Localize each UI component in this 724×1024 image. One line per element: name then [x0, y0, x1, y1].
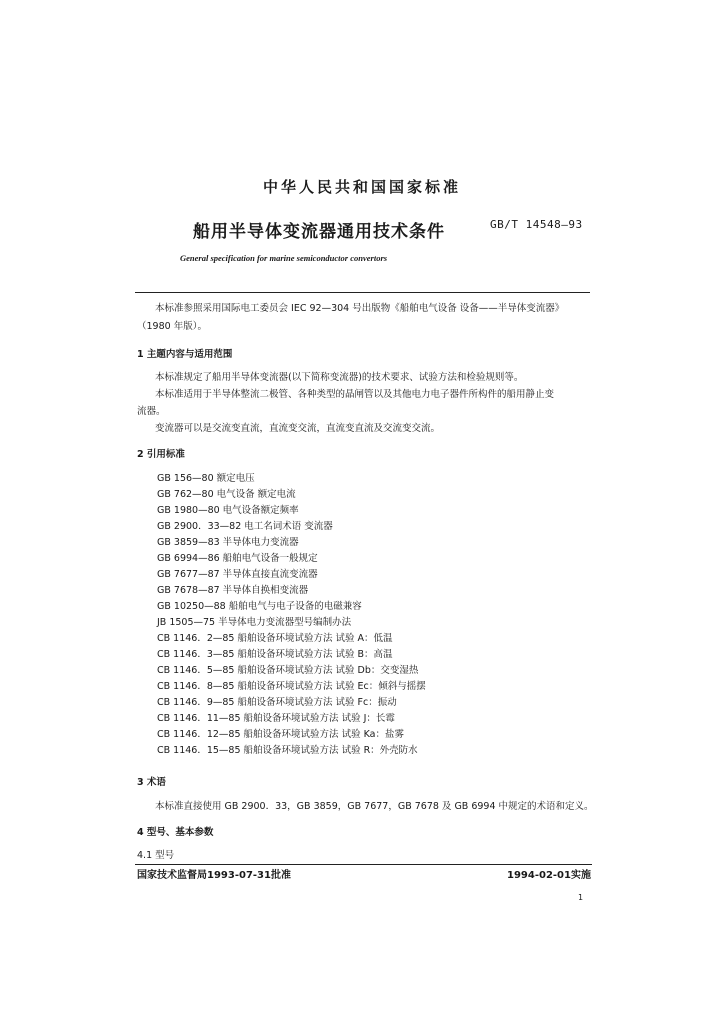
section-1-para-2-line-1: 本标准适用于半导体整流二极管、各种类型的晶闸管以及其他电力电子器件所构件的船用静止变 — [155, 389, 555, 400]
reference-item: GB 10250—88 船舶电气与电子设备的电磁兼容 — [157, 601, 362, 612]
section-1-para-2-line-2: 流器。 — [137, 406, 166, 417]
section-2-heading: 2 引用标准 — [137, 449, 185, 460]
reference-item: CB 1146．8—85 船舶设备环境试验方法 试验 Ec：倾斜与摇摆 — [157, 681, 426, 692]
reference-item: CB 1146．15—85 船舶设备环境试验方法 试验 R：外壳防水 — [157, 745, 418, 756]
reference-item: GB 762—80 电气设备 额定电流 — [157, 489, 296, 500]
reference-item: CB 1146．3—85 船舶设备环境试验方法 试验 B：高温 — [157, 649, 393, 660]
reference-item: CB 1146．11—85 船舶设备环境试验方法 试验 J：长霉 — [157, 713, 395, 724]
top-rule — [135, 292, 590, 293]
english-title: General specification for marine semiconductor convertors — [180, 253, 388, 263]
document-title: 船用半导体变流器通用技术条件 — [193, 222, 445, 242]
reference-item: GB 7677—87 半导体直接直流变流器 — [157, 569, 318, 580]
reference-item: CB 1146．2—85 船舶设备环境试验方法 试验 A：低温 — [157, 633, 393, 644]
section-1-heading: 1 主题内容与适用范围 — [137, 349, 233, 360]
reference-item: GB 2900．33—82 电工名词术语 变流器 — [157, 521, 333, 532]
section-1-para-1: 本标准规定了船用半导体变流器(以下简称变流器)的技术要求、试验方法和检验规则等。 — [155, 372, 524, 383]
section-4-heading: 4 型号、基本参数 — [137, 827, 214, 838]
approval-date: 国家技术监督局1993-07-31批准 — [137, 870, 291, 881]
intro-line-2: （1980 年版）。 — [137, 321, 207, 332]
effective-date: 1994-02-01实施 — [507, 870, 591, 881]
reference-item: CB 1146．12—85 船舶设备环境试验方法 试验 Ka：盐雾 — [157, 729, 404, 740]
section-4-1-heading: 4.1 型号 — [137, 850, 175, 861]
reference-item: CB 1146．5—85 船舶设备环境试验方法 试验 Db：交变湿热 — [157, 665, 419, 676]
reference-item: JB 1505—75 半导体电力变流器型号编制办法 — [157, 617, 352, 628]
reference-item: GB 7678—87 半导体自换相变流器 — [157, 585, 309, 596]
reference-item: CB 1146．9—85 船舶设备环境试验方法 试验 Fc：振动 — [157, 697, 397, 708]
reference-item: GB 156—80 额定电压 — [157, 473, 255, 484]
reference-item: GB 3859—83 半导体电力变流器 — [157, 537, 299, 548]
section-1-para-3: 变流器可以是交流变直流，直流变交流，直流变直流及交流变交流。 — [155, 423, 441, 434]
section-3-heading: 3 术语 — [137, 777, 166, 788]
reference-item: GB 6994—86 船舶电气设备一般规定 — [157, 553, 318, 564]
page-number: 1 — [578, 893, 584, 902]
standard-number: GB/T 14548—93 — [490, 218, 583, 231]
country-standard-heading: 中华人民共和国国家标准 — [262, 178, 461, 196]
reference-item: GB 1980—80 电气设备额定频率 — [157, 505, 299, 516]
section-3-para-1: 本标准直接使用 GB 2900．33，GB 3859，GB 7677，GB 7678 及 GB 6994 中规定的术语和定义。 — [155, 801, 594, 812]
intro-line-1: 本标准参照采用国际电工委员会 IEC 92—304 号出版物《船舶电气设备 设备——半导体变流器》 — [155, 303, 565, 314]
footer-rule — [135, 864, 592, 865]
